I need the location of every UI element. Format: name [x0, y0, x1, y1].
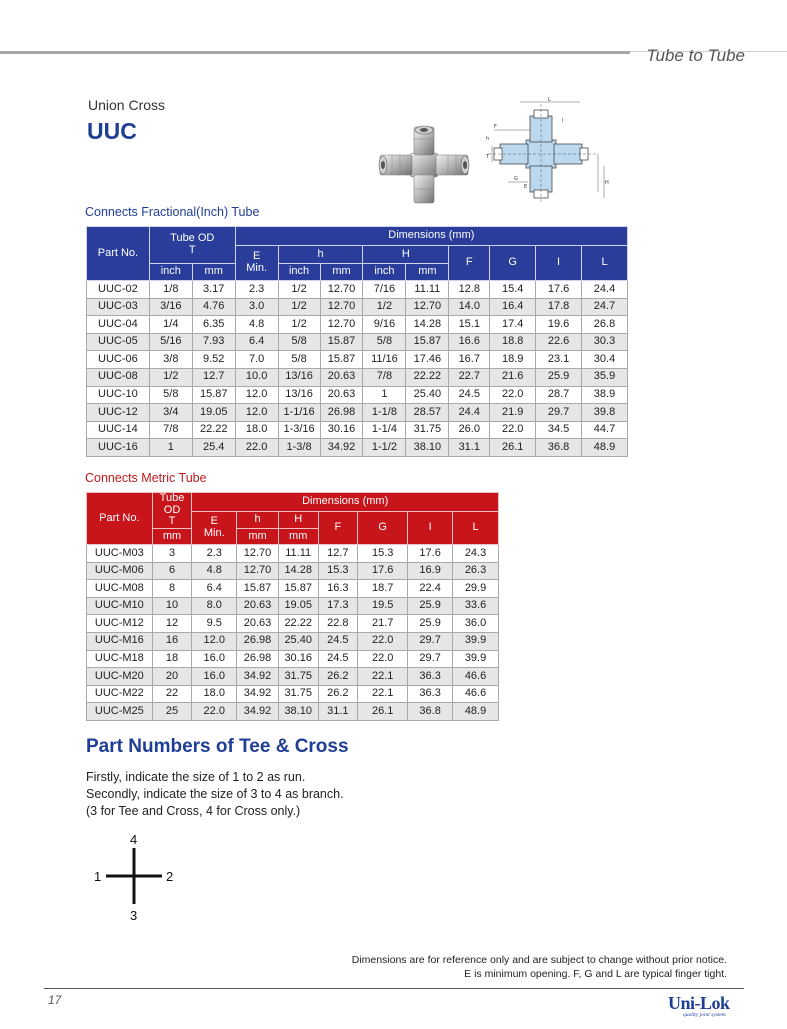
value-cell: 4.8 [235, 316, 278, 334]
value-cell: 3/16 [149, 298, 192, 316]
part-number-cell: UUC-M20 [87, 668, 153, 686]
part-numbers-title: Part Numbers of Tee & Cross [86, 736, 349, 757]
value-cell: 20.63 [320, 386, 363, 404]
value-cell: 21.7 [358, 615, 408, 633]
value-cell: 12.70 [320, 281, 363, 299]
value-cell: 31.1 [318, 703, 358, 721]
value-cell: 22.0 [192, 703, 237, 721]
value-cell: 15.87 [320, 351, 363, 369]
value-cell: 15.3 [318, 562, 358, 580]
value-cell: 12.0 [192, 632, 237, 650]
value-cell: 14.28 [278, 562, 318, 580]
value-cell: 25.9 [408, 597, 453, 615]
value-cell: 6.4 [235, 333, 278, 351]
drawing-label-e: E [524, 184, 528, 190]
value-cell: 26.3 [453, 562, 499, 580]
value-cell: 17.4 [490, 316, 536, 334]
value-cell: 9.5 [192, 615, 237, 633]
value-cell: 15.87 [320, 333, 363, 351]
header-tube-od: Tube OD T [149, 227, 235, 264]
table-row [87, 703, 499, 721]
value-cell: 16.3 [318, 580, 358, 598]
value-cell: 15.87 [278, 580, 318, 598]
value-cell: 12.70 [237, 562, 279, 580]
header-unit: inch [278, 264, 320, 281]
metric-dimension-table [86, 492, 499, 721]
header-unit: mm [406, 264, 449, 281]
value-cell: 9.52 [192, 351, 235, 369]
value-cell: 18.0 [235, 421, 278, 439]
value-cell: 1-1/2 [363, 439, 406, 457]
value-cell: 30.16 [278, 650, 318, 668]
header-i: I [536, 246, 582, 281]
header-f: F [449, 246, 490, 281]
header-h-small: h [237, 512, 279, 529]
value-cell: 24.5 [318, 650, 358, 668]
value-cell: 17.46 [406, 351, 449, 369]
value-cell: 44.7 [582, 421, 628, 439]
value-cell: 34.92 [237, 703, 279, 721]
value-cell: 18.9 [490, 351, 536, 369]
value-cell: 17.6 [358, 562, 408, 580]
value-cell: 6 [152, 562, 192, 580]
footer-note: Dimensions are for reference only and are subject to change without prior notice. [351, 954, 727, 966]
value-cell: 25 [152, 703, 192, 721]
table-row [87, 316, 628, 334]
value-cell: 31.75 [406, 421, 449, 439]
value-cell: 1/8 [149, 281, 192, 299]
value-cell: 46.6 [453, 685, 499, 703]
header-rule [0, 51, 630, 54]
value-cell: 26.98 [320, 404, 363, 422]
part-number-cell: UUC-M10 [87, 597, 153, 615]
value-cell: 26.2 [318, 685, 358, 703]
value-cell: 15.1 [449, 316, 490, 334]
table-row [87, 386, 628, 404]
value-cell: 25.9 [536, 368, 582, 386]
value-cell: 1-1/4 [363, 421, 406, 439]
part-number-cell: UUC-M25 [87, 703, 153, 721]
port-label-3: 3 [130, 908, 138, 923]
value-cell: 22.1 [358, 685, 408, 703]
value-cell: 31.75 [278, 685, 318, 703]
value-cell: 38.9 [582, 386, 628, 404]
value-cell: 31.75 [278, 668, 318, 686]
header-h-large: H [278, 512, 318, 529]
value-cell: 20.63 [237, 615, 279, 633]
drawing-label-i: I [562, 118, 564, 124]
value-cell: 13/16 [278, 368, 320, 386]
value-cell: 11.11 [406, 281, 449, 299]
value-cell: 1 [363, 386, 406, 404]
value-cell: 39.8 [582, 404, 628, 422]
value-cell: 1/4 [149, 316, 192, 334]
value-cell: 4.8 [192, 562, 237, 580]
header-i: I [408, 512, 453, 545]
instruction-line: (3 for Tee and Cross, 4 for Cross only.) [86, 804, 301, 818]
part-number-cell: UUC-M18 [87, 650, 153, 668]
value-cell: 20.63 [320, 368, 363, 386]
value-cell: 1-1/8 [363, 404, 406, 422]
value-cell: 8.0 [192, 597, 237, 615]
value-cell: 9/16 [363, 316, 406, 334]
header-h-small: h [278, 246, 363, 264]
value-cell: 3 [152, 545, 192, 563]
value-cell: 17.6 [536, 281, 582, 299]
footer-note: E is minimum opening. F, G and L are typical finger tight. [464, 968, 727, 980]
fractional-dimension-table [86, 226, 628, 457]
value-cell: 36.0 [453, 615, 499, 633]
value-cell: 1/2 [278, 316, 320, 334]
product-subtitle: Union Cross [88, 97, 166, 113]
table-row [87, 632, 499, 650]
value-cell: 22.0 [235, 439, 278, 457]
value-cell: 23.1 [536, 351, 582, 369]
value-cell: 16 [152, 632, 192, 650]
value-cell: 19.05 [278, 597, 318, 615]
table-row [87, 351, 628, 369]
header-dimensions: Dimensions (mm) [235, 227, 627, 246]
union-cross-photo [378, 125, 470, 205]
value-cell: 3/4 [149, 404, 192, 422]
value-cell: 22.0 [490, 421, 536, 439]
value-cell: 36.8 [408, 703, 453, 721]
part-number-cell: UUC-14 [87, 421, 150, 439]
value-cell: 7/16 [363, 281, 406, 299]
value-cell: 26.98 [237, 632, 279, 650]
table-row [87, 615, 499, 633]
value-cell: 2.3 [235, 281, 278, 299]
value-cell: 24.4 [582, 281, 628, 299]
value-cell: 25.40 [406, 386, 449, 404]
value-cell: 26.1 [490, 439, 536, 457]
value-cell: 24.4 [449, 404, 490, 422]
value-cell: 17.6 [408, 545, 453, 563]
value-cell: 1-3/16 [278, 421, 320, 439]
part-number-cell: UUC-08 [87, 368, 150, 386]
value-cell: 36.8 [536, 439, 582, 457]
header-e-min: E Min. [235, 246, 278, 281]
value-cell: 31.1 [449, 439, 490, 457]
value-cell: 33.6 [453, 597, 499, 615]
part-number-cell: UUC-10 [87, 386, 150, 404]
value-cell: 3.17 [192, 281, 235, 299]
table-row [87, 650, 499, 668]
value-cell: 12.8 [449, 281, 490, 299]
value-cell: 15.4 [490, 281, 536, 299]
value-cell: 12.0 [235, 386, 278, 404]
part-number-cell: UUC-04 [87, 316, 150, 334]
drawing-label-h: h [486, 136, 490, 142]
value-cell: 30.3 [582, 333, 628, 351]
header-part-no: Part No. [87, 227, 150, 281]
part-number-cell: UUC-12 [87, 404, 150, 422]
part-number-cell: UUC-M03 [87, 545, 153, 563]
header-g: G [490, 246, 536, 281]
value-cell: 16.0 [192, 650, 237, 668]
logo-tagline: quality joint system [683, 1012, 726, 1018]
value-cell: 16.4 [490, 298, 536, 316]
value-cell: 4.76 [192, 298, 235, 316]
part-number-cell: UUC-02 [87, 281, 150, 299]
table-row [87, 668, 499, 686]
value-cell: 7/8 [149, 421, 192, 439]
port-label-2: 2 [166, 869, 174, 884]
value-cell: 29.7 [408, 632, 453, 650]
metric-table-caption: Connects Metric Tube [85, 471, 207, 485]
value-cell: 22.7 [449, 368, 490, 386]
value-cell: 1/2 [278, 281, 320, 299]
header-g: G [358, 512, 408, 545]
value-cell: 39.9 [453, 650, 499, 668]
value-cell: 10.0 [235, 368, 278, 386]
value-cell: 5/8 [278, 333, 320, 351]
table-row [87, 580, 499, 598]
header-tube-od: Tube OD T [152, 493, 192, 529]
value-cell: 15.87 [192, 386, 235, 404]
part-number-cell: UUC-M16 [87, 632, 153, 650]
value-cell: 22 [152, 685, 192, 703]
value-cell: 12.70 [406, 298, 449, 316]
header-unit: inch [363, 264, 406, 281]
value-cell: 20.63 [237, 597, 279, 615]
value-cell: 34.92 [237, 668, 279, 686]
value-cell: 34.92 [320, 439, 363, 457]
value-cell: 8 [152, 580, 192, 598]
header-l: L [453, 512, 499, 545]
value-cell: 39.9 [453, 632, 499, 650]
value-cell: 1/2 [278, 298, 320, 316]
value-cell: 7.0 [235, 351, 278, 369]
value-cell: 20 [152, 668, 192, 686]
value-cell: 12.0 [235, 404, 278, 422]
value-cell: 22.4 [408, 580, 453, 598]
uni-lok-logo: Uni-Lok [668, 993, 730, 1013]
value-cell: 16.0 [192, 668, 237, 686]
value-cell: 22.22 [192, 421, 235, 439]
value-cell: 1-1/16 [278, 404, 320, 422]
value-cell: 36.3 [408, 668, 453, 686]
value-cell: 24.7 [582, 298, 628, 316]
value-cell: 18.8 [490, 333, 536, 351]
table-row [87, 685, 499, 703]
part-number-cell: UUC-16 [87, 439, 150, 457]
footer-rule [44, 988, 744, 989]
value-cell: 22.0 [358, 632, 408, 650]
value-cell: 24.5 [449, 386, 490, 404]
value-cell: 12 [152, 615, 192, 633]
value-cell: 22.8 [318, 615, 358, 633]
value-cell: 7.93 [192, 333, 235, 351]
header-unit: mm [152, 529, 192, 545]
value-cell: 25.4 [192, 439, 235, 457]
value-cell: 26.0 [449, 421, 490, 439]
value-cell: 35.9 [582, 368, 628, 386]
value-cell: 22.0 [490, 386, 536, 404]
drawing-label-g: G [514, 176, 518, 182]
value-cell: 21.6 [490, 368, 536, 386]
value-cell: 10 [152, 597, 192, 615]
value-cell: 18.0 [192, 685, 237, 703]
value-cell: 18 [152, 650, 192, 668]
value-cell: 12.70 [237, 545, 279, 563]
section-title: Tube to Tube [646, 46, 745, 65]
value-cell: 17.8 [536, 298, 582, 316]
value-cell: 21.9 [490, 404, 536, 422]
drawing-label-H: H [605, 180, 609, 186]
value-cell: 14.0 [449, 298, 490, 316]
value-cell: 29.7 [536, 404, 582, 422]
value-cell: 26.98 [237, 650, 279, 668]
port-label-1: 1 [94, 869, 102, 884]
value-cell: 29.7 [408, 650, 453, 668]
value-cell: 34.5 [536, 421, 582, 439]
value-cell: 24.5 [318, 632, 358, 650]
value-cell: 3/8 [149, 351, 192, 369]
value-cell: 34.92 [237, 685, 279, 703]
value-cell: 22.22 [406, 368, 449, 386]
instruction-line: Secondly, indicate the size of 3 to 4 as branch. [86, 787, 344, 801]
table-row [87, 421, 628, 439]
value-cell: 36.3 [408, 685, 453, 703]
value-cell: 1/2 [363, 298, 406, 316]
part-number-cell: UUC-M08 [87, 580, 153, 598]
value-cell: 11.11 [278, 545, 318, 563]
instruction-line: Firstly, indicate the size of 1 to 2 as run. [86, 770, 306, 784]
drawing-label-l: L [548, 97, 551, 103]
value-cell: 3.0 [235, 298, 278, 316]
table-row [87, 281, 628, 299]
value-cell: 19.5 [358, 597, 408, 615]
value-cell: 28.7 [536, 386, 582, 404]
value-cell: 30.4 [582, 351, 628, 369]
value-cell: 19.6 [536, 316, 582, 334]
value-cell: 24.3 [453, 545, 499, 563]
value-cell: 22.22 [278, 615, 318, 633]
value-cell: 22.0 [358, 650, 408, 668]
value-cell: 15.3 [358, 545, 408, 563]
value-cell: 26.8 [582, 316, 628, 334]
value-cell: 19.05 [192, 404, 235, 422]
port-label-4: 4 [130, 832, 138, 847]
product-code: UUC [87, 118, 137, 144]
value-cell: 11/16 [363, 351, 406, 369]
table-row [87, 597, 499, 615]
value-cell: 38.10 [406, 439, 449, 457]
part-number-cell: UUC-M22 [87, 685, 153, 703]
value-cell: 5/8 [363, 333, 406, 351]
value-cell: 2.3 [192, 545, 237, 563]
value-cell: 15.87 [406, 333, 449, 351]
value-cell: 12.7 [318, 545, 358, 563]
value-cell: 16.9 [408, 562, 453, 580]
value-cell: 7/8 [363, 368, 406, 386]
header-l: L [582, 246, 628, 281]
value-cell: 6.4 [192, 580, 237, 598]
header-unit: mm [278, 529, 318, 545]
table-row [87, 439, 628, 457]
value-cell: 16.6 [449, 333, 490, 351]
table-row [87, 404, 628, 422]
header-f: F [318, 512, 358, 545]
table-row [87, 298, 628, 316]
part-number-cell: UUC-M12 [87, 615, 153, 633]
value-cell: 22.1 [358, 668, 408, 686]
value-cell: 18.7 [358, 580, 408, 598]
value-cell: 48.9 [582, 439, 628, 457]
value-cell: 12.7 [192, 368, 235, 386]
value-cell: 22.6 [536, 333, 582, 351]
table-row [87, 333, 628, 351]
value-cell: 28.57 [406, 404, 449, 422]
value-cell: 5/16 [149, 333, 192, 351]
value-cell: 17.3 [318, 597, 358, 615]
value-cell: 13/16 [278, 386, 320, 404]
table-row [87, 368, 628, 386]
header-unit: mm [237, 529, 279, 545]
value-cell: 26.2 [318, 668, 358, 686]
drawing-label-f: F [494, 124, 497, 130]
header-unit: mm [320, 264, 363, 281]
header-h-large: H [363, 246, 449, 264]
part-number-cell: UUC-05 [87, 333, 150, 351]
value-cell: 38.10 [278, 703, 318, 721]
header-e-min: E Min. [192, 512, 237, 545]
value-cell: 1 [149, 439, 192, 457]
dimension-drawing [484, 96, 612, 210]
value-cell: 5/8 [149, 386, 192, 404]
header-dimensions: Dimensions (mm) [192, 493, 499, 512]
value-cell: 5/8 [278, 351, 320, 369]
value-cell: 30.16 [320, 421, 363, 439]
header-part-no: Part No. [87, 493, 153, 545]
header-unit: inch [149, 264, 192, 281]
value-cell: 12.70 [320, 298, 363, 316]
value-cell: 14.28 [406, 316, 449, 334]
value-cell: 29.9 [453, 580, 499, 598]
value-cell: 25.9 [408, 615, 453, 633]
value-cell: 6.35 [192, 316, 235, 334]
table-row [87, 545, 499, 563]
part-number-cell: UUC-06 [87, 351, 150, 369]
value-cell: 48.9 [453, 703, 499, 721]
table-row [87, 562, 499, 580]
part-number-cell: UUC-03 [87, 298, 150, 316]
header-unit: mm [192, 264, 235, 281]
value-cell: 25.40 [278, 632, 318, 650]
value-cell: 1/2 [149, 368, 192, 386]
port-numbering-diagram [88, 828, 188, 924]
value-cell: 16.7 [449, 351, 490, 369]
value-cell: 15.87 [237, 580, 279, 598]
value-cell: 46.6 [453, 668, 499, 686]
drawing-label-t: T [486, 154, 490, 160]
fractional-table-caption: Connects Fractional(Inch) Tube [85, 205, 260, 219]
value-cell: 26.1 [358, 703, 408, 721]
page-number: 17 [48, 993, 62, 1007]
value-cell: 1-3/8 [278, 439, 320, 457]
value-cell: 12.70 [320, 316, 363, 334]
part-number-cell: UUC-M06 [87, 562, 153, 580]
